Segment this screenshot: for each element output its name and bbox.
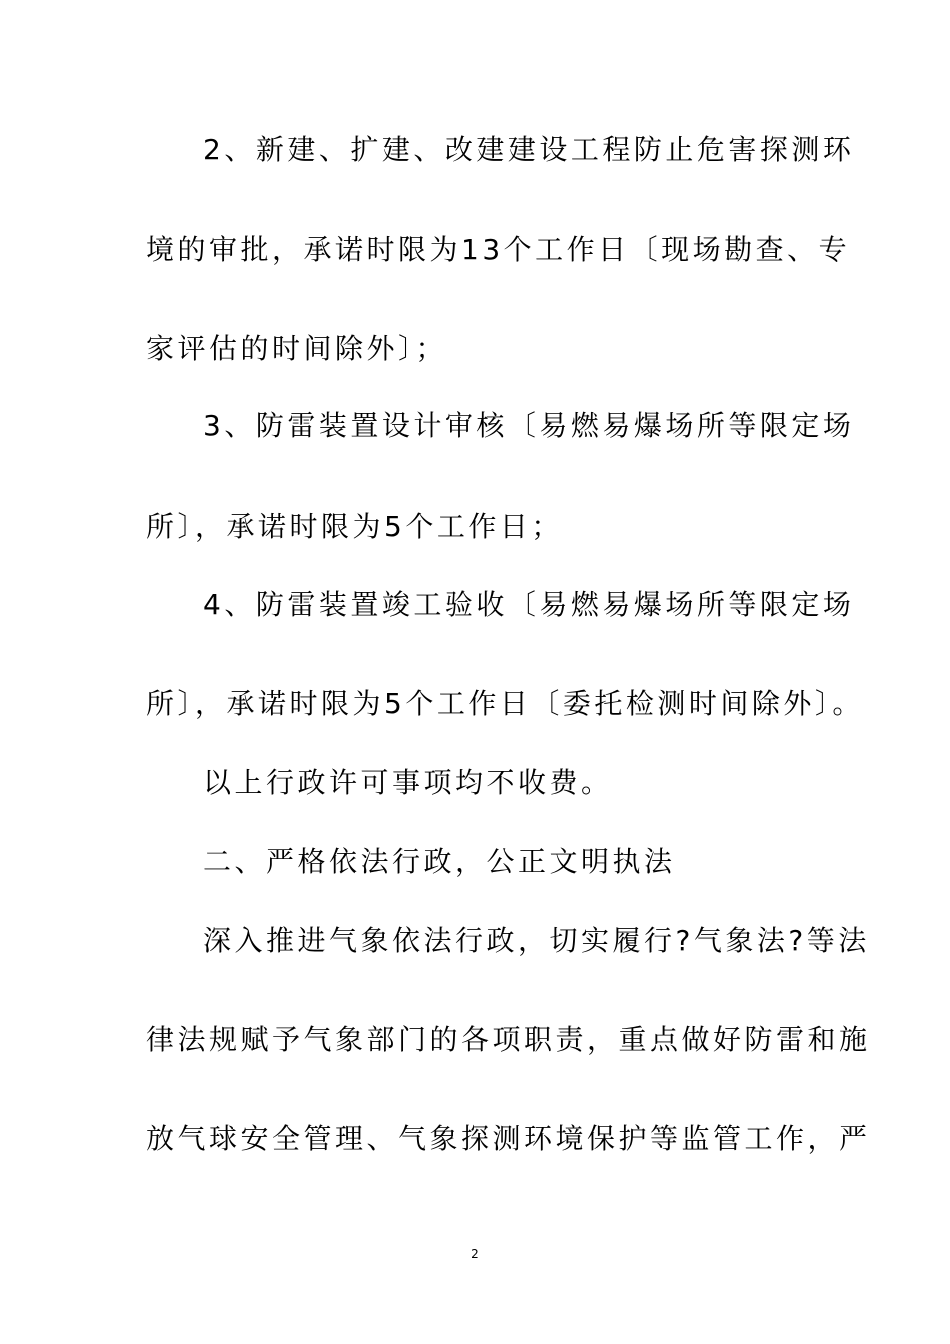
paragraph-line-2: 境的审批，承诺时限为13个工作日〔现场勘查、专	[146, 233, 851, 266]
paragraph-line-10: 律法规赋予气象部门的各项职责，重点做好防雷和施	[146, 1023, 871, 1056]
paragraph-line-4: 3、防雷装置设计审核〔易燃易爆场所等限定场	[203, 409, 855, 442]
paragraph-line-11: 放气球安全管理、气象探测环境保护等监管工作，严	[146, 1122, 871, 1155]
paragraph-line-6: 4、防雷装置竣工验收〔易燃易爆场所等限定场	[203, 588, 855, 621]
paragraph-line-7: 所〕，承诺时限为5个工作日〔委托检测时间除外〕。	[146, 687, 864, 720]
page-number: 2	[471, 1247, 479, 1261]
paragraph-line-1: 2、新建、扩建、改建建设工程防止危害探测环	[203, 133, 855, 166]
paragraph-line-3: 家评估的时间除外〕；	[146, 332, 448, 365]
section-heading: 二、严格依法行政，公正文明执法	[203, 845, 676, 878]
paragraph-line-8: 以上行政许可事项均不收费。	[203, 766, 613, 799]
paragraph-line-5: 所〕，承诺时限为5个工作日；	[146, 510, 563, 543]
paragraph-line-9: 深入推进气象依法行政，切实履行?气象法?等法	[203, 924, 870, 957]
